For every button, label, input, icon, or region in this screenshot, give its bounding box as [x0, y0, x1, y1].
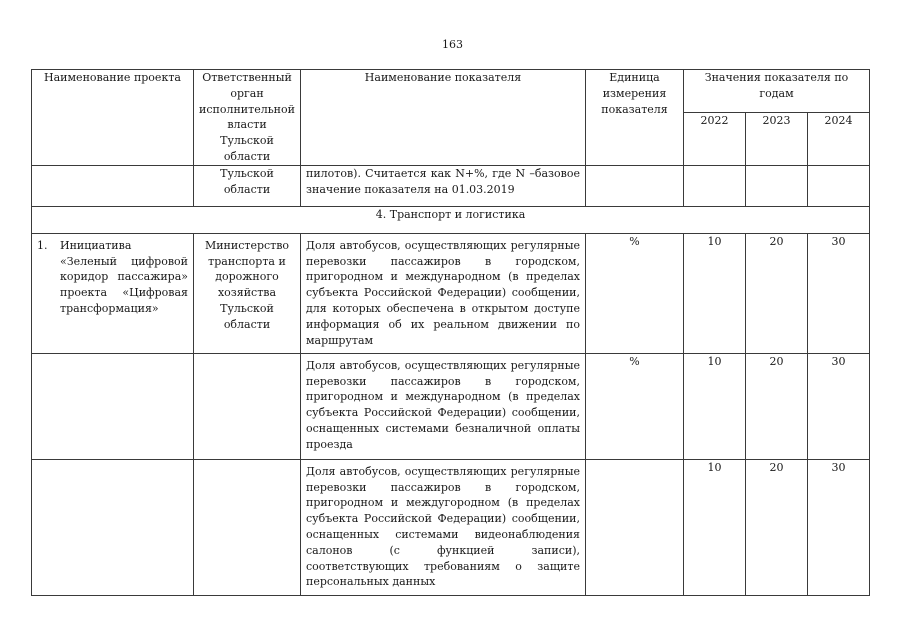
continuation-row [32, 165, 870, 206]
page-number: 163 [442, 38, 463, 51]
indicator-unit: % [586, 233, 684, 353]
header-year-2023: 2023 [746, 113, 808, 166]
value-2023: 20 [746, 233, 808, 353]
table-row [32, 233, 870, 353]
value-2024: 30 [808, 233, 870, 353]
header-unit: Единица измерения показателя [586, 70, 684, 166]
continuation-body: Тульской области [194, 165, 301, 206]
value-2023: 20 [746, 353, 808, 459]
header-project-name: Наименование проекта [32, 70, 194, 166]
project-name: Инициатива «Зеленый цифровой коридор пассажира» проекта «Цифровая трансформация» [60, 238, 188, 315]
section-title: 4. Транспорт и логистика [32, 206, 870, 233]
continuation-project-cell [32, 165, 194, 206]
continuation-2024 [808, 165, 870, 206]
project-responsible-body: Министерство транспорта и дорожного хозяйства Тульской области [194, 233, 301, 353]
project-cell [32, 459, 194, 595]
indicator-text: Доля автобусов, осуществляющих регулярные перевозки пассажиров в городском, пригородном и международном (в пределах субъекта Российской Федерации) сообщении, для которых обеспечена в открытом доступе информация об их реальном движении по маршрутам [301, 233, 586, 353]
header-values-by-year: Значения показателя по годам [684, 70, 870, 113]
indicator-unit: % [586, 353, 684, 459]
table-row [32, 459, 870, 595]
value-2024: 30 [808, 459, 870, 595]
header-indicator-name: Наименование показателя [301, 70, 586, 166]
indicator-text: Доля автобусов, осуществляющих регулярные перевозки пассажиров в городском, пригородном и междугородном (в пределах субъекта Российской Федерации) сообщении, оснащенных системами видеонаблюдения салонов (с функцией записи), соответствующих требованиям о защите персональных данных [301, 459, 586, 595]
continuation-unit [586, 165, 684, 206]
continuation-2023 [746, 165, 808, 206]
indicators-table [31, 69, 870, 596]
responsible-body-cell [194, 459, 301, 595]
continuation-indicator: пилотов). Считается как N+%, где N –базовое значение показателя на 01.03.2019 [301, 165, 586, 206]
table-row [32, 353, 870, 459]
header-year-2024: 2024 [808, 113, 870, 166]
value-2022: 10 [684, 353, 746, 459]
continuation-2022 [684, 165, 746, 206]
indicator-unit [586, 459, 684, 595]
value-2022: 10 [684, 459, 746, 595]
value-2023: 20 [746, 459, 808, 595]
value-2022: 10 [684, 233, 746, 353]
header-year-2022: 2022 [684, 113, 746, 166]
project-number: 1. [37, 238, 48, 252]
header-responsible-body: Ответственный орган исполнительной власти Тульской области [194, 70, 301, 166]
project-cell [32, 233, 194, 353]
indicator-text: Доля автобусов, осуществляющих регулярные перевозки пассажиров в городском, пригородном и международном (в пределах субъекта Российской Федерации) сообщении, оснащенных системами безналичной оплаты проезда [301, 353, 586, 459]
project-cell [32, 353, 194, 459]
value-2024: 30 [808, 353, 870, 459]
responsible-body-cell [194, 353, 301, 459]
